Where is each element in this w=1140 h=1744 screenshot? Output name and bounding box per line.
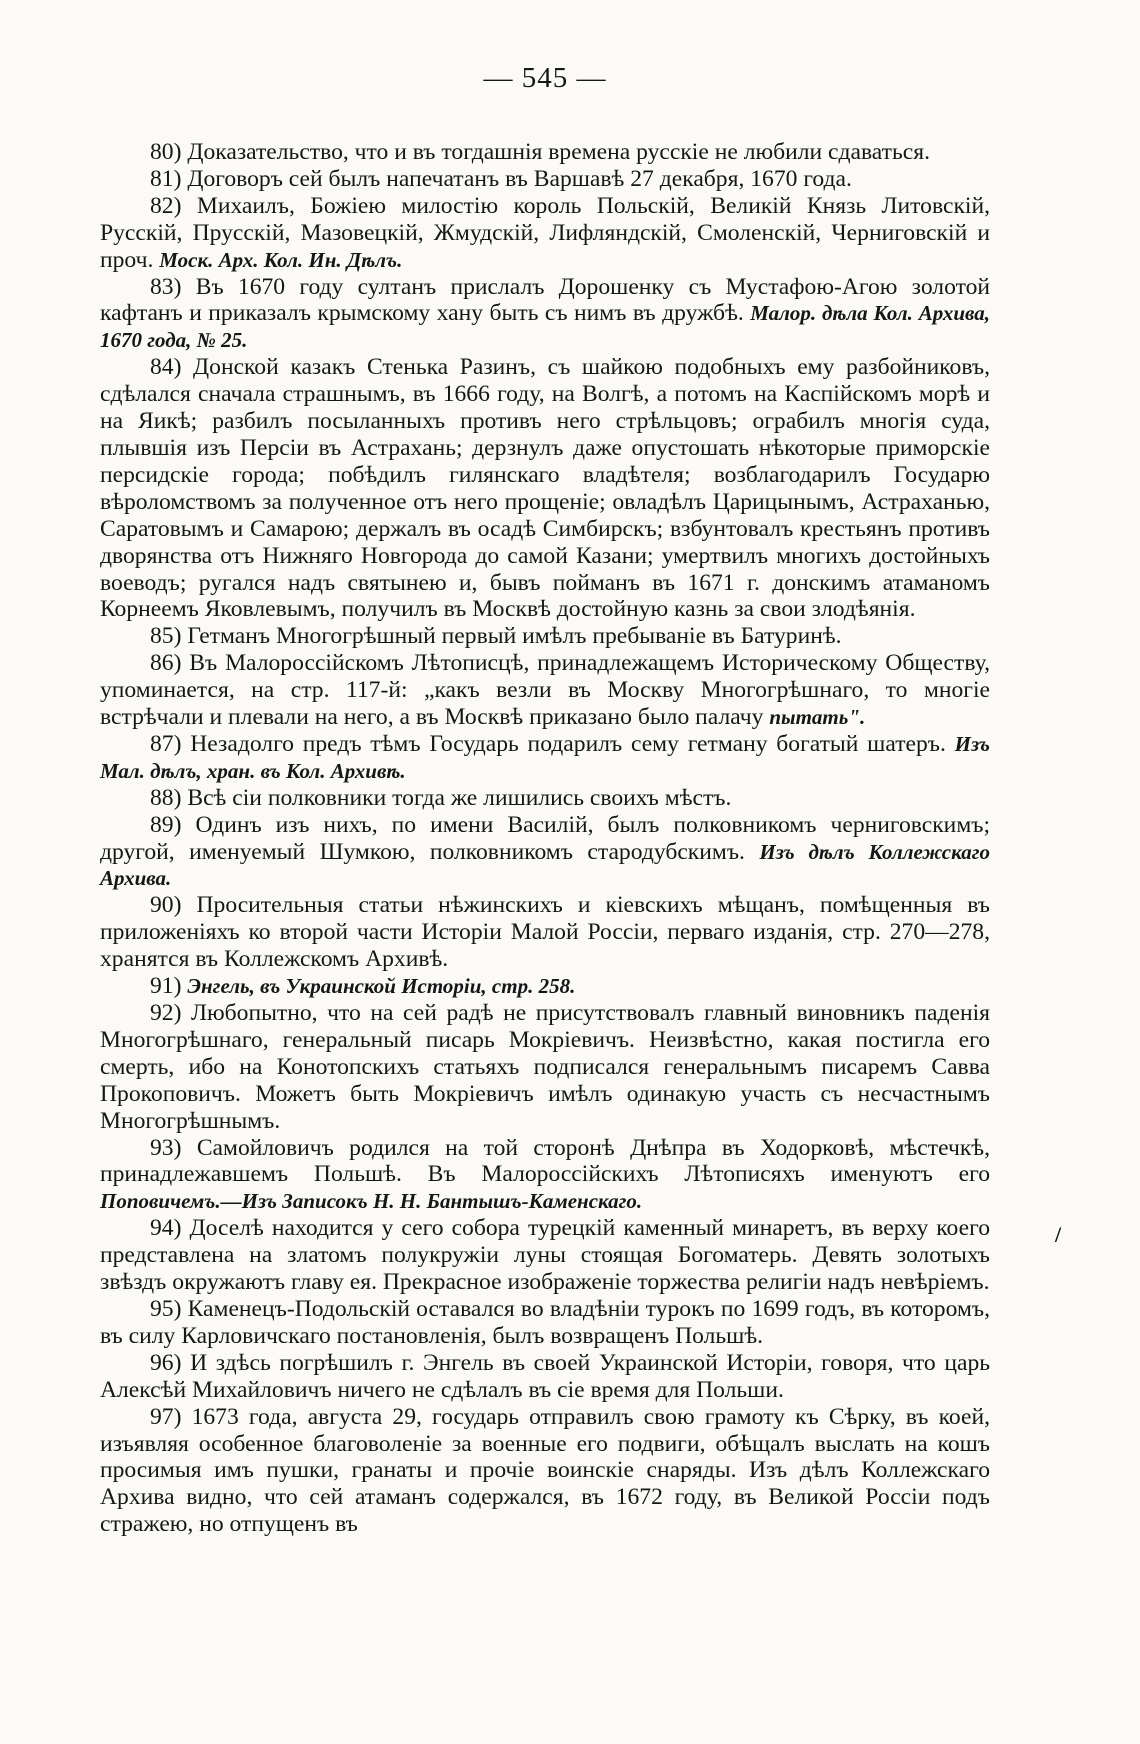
note-text: 86) Въ Малороссійскомъ Лѣтописцѣ, принадлежащемъ Историческому Обществу, упоминается, на стр. 117-й: „какъ везли въ Москву Многогрѣшнаго, то многіе встрѣчали и плевали на него, а въ Москвѣ приказано было палачу [100, 650, 990, 731]
note-text: 89) Одинъ изъ нихъ, по имени Василій, былъ полковникомъ черниговскимъ; другой, именуемый Шумкою, полковникомъ стародубскимъ. [100, 811, 990, 865]
note-text: 83) Въ 1670 году султанъ прислалъ Дорошенку съ Мустафою-Агою золотой кафтанъ и приказалъ крымскому хану быть съ нимъ въ дружбѣ. [100, 273, 990, 327]
note-text: 85) Гетманъ Многогрѣшный первый имѣлъ пребываніе въ Батуринѣ. [150, 623, 842, 650]
note-text: 92) Любопытно, что на сей радѣ не присутствовалъ главный виновникъ паденія Многогрѣшнаго, генеральный писарь Мокріевичъ. Неизвѣстно, какая постигла его смерть, ибо на Конотопскихъ статьяхъ подписался генеральнымъ писаремъ Савва Прокоповичъ. Можетъ быть Мокріевичъ имѣлъ одинакую участь съ несчастнымъ Многогрѣшнымъ. [100, 1000, 990, 1134]
note-text: 94) Доселѣ находится у сего собора турецкій каменный минаретъ, въ верху коего представлена на златомъ полукружіи луны стоящая Богоматерь. Девять золотыхъ звѣздъ окружаютъ главу ея. Прекрасное изображеніе торжества религіи надъ невѣріемъ. [100, 1215, 990, 1296]
note-93 [100, 1135, 990, 1216]
note-source: Изъ дѣлъ Коллежскаго Архива. [100, 839, 990, 891]
note-81 [100, 166, 990, 193]
note-source: Моск. Арх. Кол. Ин. Дѣлъ. [159, 247, 403, 272]
note-source: Малор. дѣла Кол. Архива, 1670 года, № 25. [100, 301, 990, 353]
page-number: — 545 — [483, 62, 607, 94]
note-text: 88) Всѣ сіи полковники тогда же лишились своихъ мѣстъ. [150, 784, 732, 811]
note-80 [100, 139, 990, 166]
note-text: 90) Просительныя статьи нѣжинскихъ и кіевскихъ мѣщанъ, помѣщенныя въ приложеніяхъ ко второй части Исторіи Малой Россіи, перваго изданія, стр. 270—278, хранятся въ Коллежскомъ Архивѣ. [100, 892, 990, 973]
note-91 [100, 973, 990, 1000]
note-text: 93) Самойловичъ родился на той сторонѣ Днѣпра въ Ходорковѣ, мѣстечкѣ, принадлежавшемъ Польшѣ. Въ Малороссійскихъ Лѣтописяхъ именуютъ его [100, 1134, 990, 1188]
note-source: Поповичемъ.—Изъ Записокъ Н. Н. Бантышъ-Каменскаго. [100, 1189, 643, 1214]
notes-list [100, 139, 990, 1538]
note-source: Изъ Мал. дѣлъ, хран. въ Кол. Архивѣ. [100, 731, 990, 783]
note-text: 96) И здѣсь погрѣшилъ г. Энгель въ своей Украинской Исторіи, говоря, что царь Алексѣй Михайловичъ ничего не сдѣлалъ въ сіе время для Польши. [100, 1349, 990, 1403]
note-source: Энгель, въ Украинской Исторіи, стр. 258. [187, 974, 576, 999]
note-source: пытать". [769, 705, 866, 730]
note-84 [100, 354, 990, 623]
note-83 [100, 274, 990, 355]
note-86 [100, 650, 990, 731]
note-96 [100, 1350, 990, 1404]
note-text: 84) Донской казакъ Стенька Разинъ, съ шайкою подобныхъ ему разбойниковъ, сдѣлался сначала страшнымъ, въ 1666 году, на Волгѣ, а потомъ на Каспійскомъ морѣ и на Яикѣ; разбилъ посыланныхъ противъ него стрѣльцовъ; ограбилъ многія суда, плывшія изъ Персіи въ Астрахань; дерзнулъ даже опустошать нѣкоторые приморскіе персидскіе города; побѣдилъ гилянскаго владѣтеля; возблагодарилъ Государю вѣроломствомъ за полученное отъ него прощеніе; овладѣлъ Царицынымъ, Астраханью, Саратовымъ и Самарою; держалъ въ осадѣ Симбирскъ; взбунтовалъ крестьянъ противъ дворянства отъ Нижняго Новгорода до самой Казани; умертвилъ многихъ достойныхъ воеводъ; ругался надъ святынею и, бывъ пойманъ въ 1671 г. донскимъ атаманомъ Корнеемъ Яковлевымъ, получилъ въ Москвѣ достойную казнь за свои злодѣянія. [100, 354, 990, 623]
note-95 [100, 1296, 990, 1350]
note-90 [100, 892, 990, 973]
note-92 [100, 1000, 990, 1135]
note-text: 91) [150, 973, 182, 1000]
note-89 [100, 812, 990, 893]
note-97 [100, 1404, 990, 1539]
note-text: 97) 1673 года, августа 29, государь отправилъ свою грамоту къ Сѣрку, въ коей, изъявляя особенное благоволеніе за военные его подвиги, обѣщалъ выслать на кошъ просимыя имъ пушки, гранаты и прочіе воинскіе снаряды. Изъ дѣлъ Коллежскаго Архива видно, что сей атаманъ содержался, въ 1672 году, въ Великой Россіи подъ стражею, но отпущенъ въ [100, 1403, 990, 1538]
note-94 [100, 1215, 990, 1296]
margin-pencil-mark: / [1055, 1222, 1062, 1247]
note-text: 81) Договоръ сей былъ напечатанъ въ Варшавѣ 27 декабря, 1670 года. [150, 165, 852, 192]
note-text: 82) Михаилъ, Божіею милостію король Польскій, Великій Князь Литовскій, Русскій, Прусскій, Мазовецкій, Жмудскій, Лифляндскій, Смоленскій, Черниговскій и проч. [100, 192, 990, 273]
note-text: 95) Каменецъ-Подольскій оставался во владѣніи турокъ по 1699 годъ, въ которомъ, въ силу Карловичскаго постановленія, былъ возвращенъ Польшѣ. [100, 1295, 990, 1349]
note-87 [100, 731, 990, 785]
note-82 [100, 193, 990, 274]
note-text: 80) Доказательство, что и въ тогдашнія времена русскіе не любили сдаваться. [150, 139, 930, 165]
note-88 [100, 785, 990, 812]
note-85 [100, 623, 990, 650]
note-text: 87) Незадолго предъ тѣмъ Государь подарилъ сему гетману богатый шатеръ. [150, 730, 946, 757]
